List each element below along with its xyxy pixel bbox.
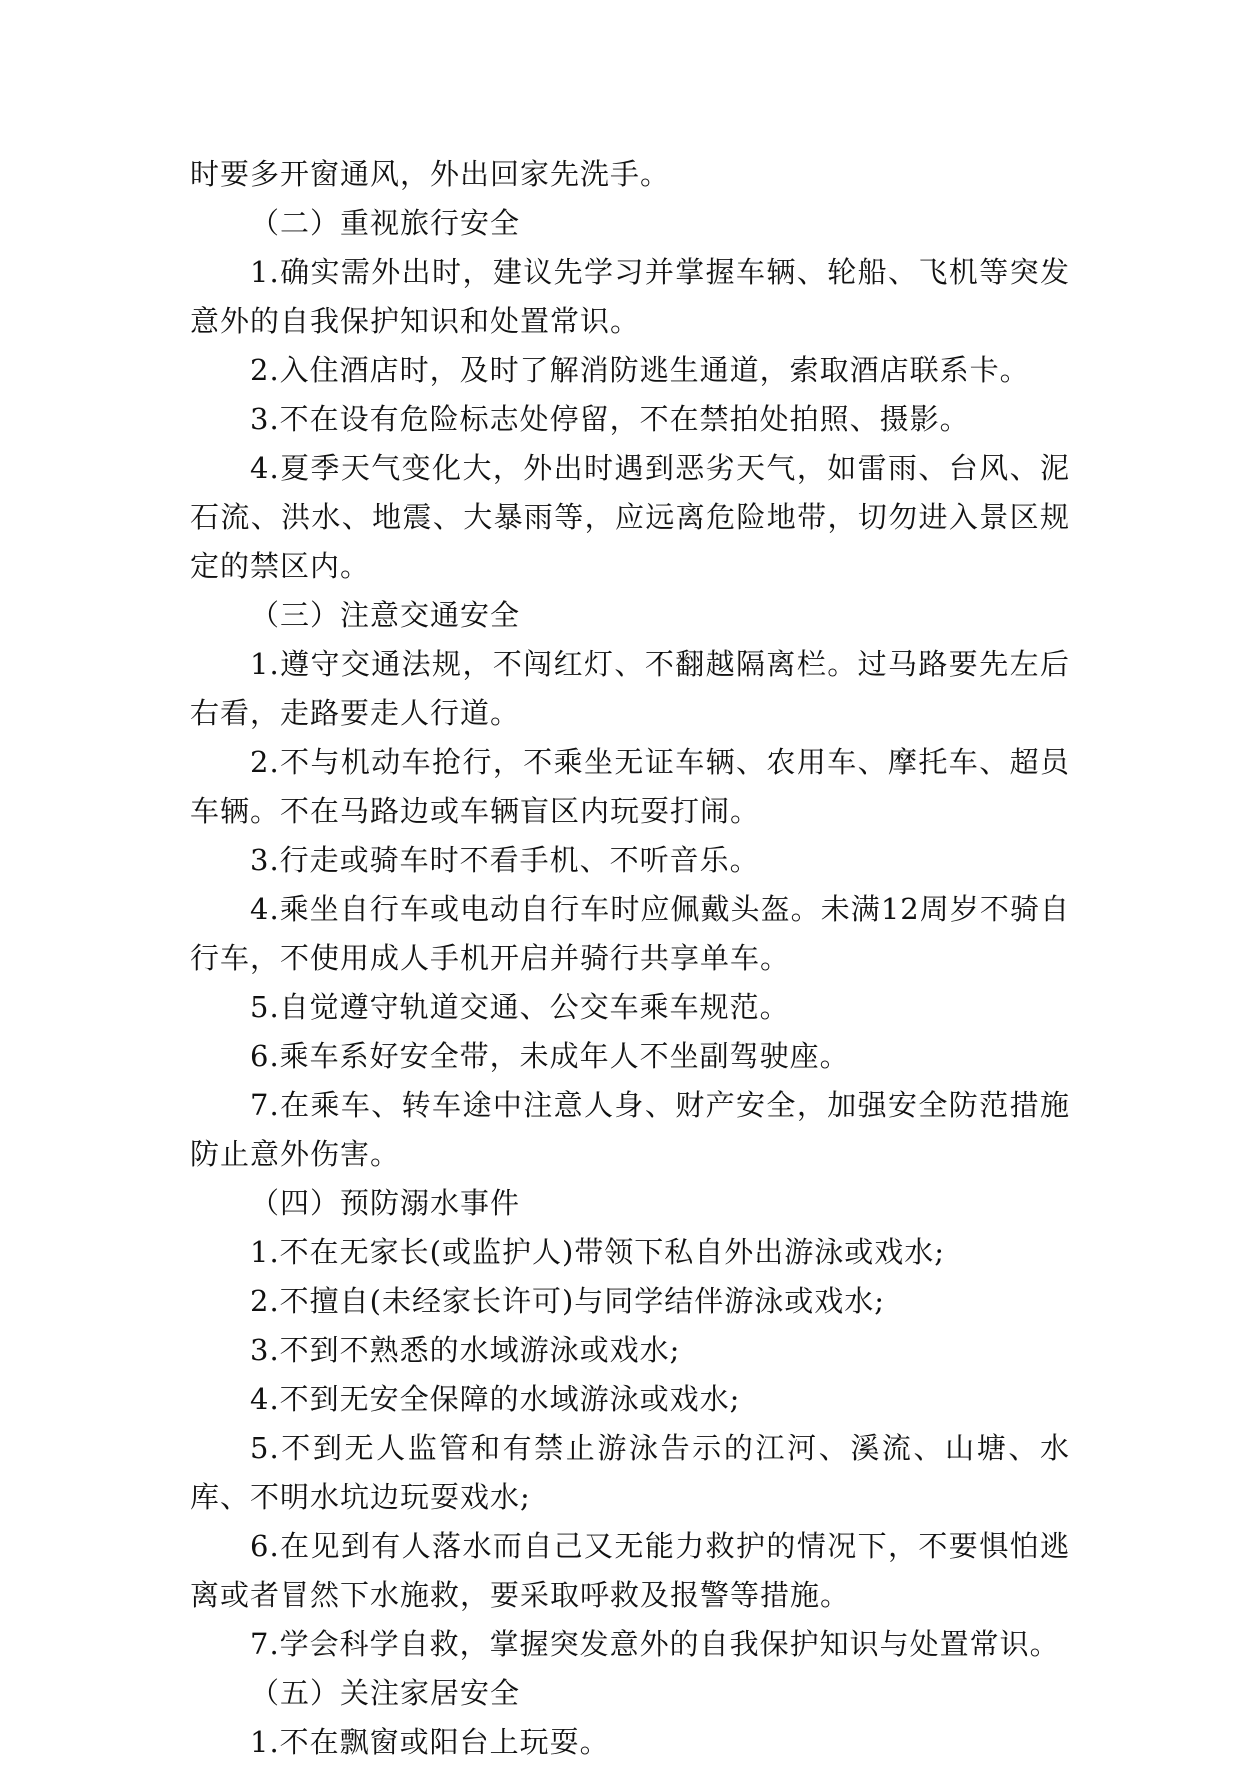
section-heading-traffic-safety: （三）注意交通安全: [250, 598, 521, 632]
paragraph: 3.不在设有危险标志处停留，不在禁拍处拍照、摄影。: [250, 402, 970, 436]
section-heading-travel-safety: （二）重视旅行安全: [250, 206, 521, 240]
paragraph: 5.不到无人监管和有禁止游泳告示的江河、溪流、山塘、水库、不明水坑边玩耍戏水;: [190, 1431, 1070, 1514]
section-heading-home-safety: （五）关注家居安全: [250, 1676, 521, 1710]
paragraph: 4.夏季天气变化大，外出时遇到恶劣天气，如雷雨、台风、泥石流、洪水、地震、大暴雨等，应远离危险地带，切勿进入景区规定的禁区内。: [190, 451, 1070, 583]
paragraph: 1.确实需外出时，建议先学习并掌握车辆、轮船、飞机等突发意外的自我保护知识和处置常识。: [190, 255, 1070, 338]
paragraph: 2.不与机动车抢行，不乘坐无证车辆、农用车、摩托车、超员车辆。不在马路边或车辆盲区内玩耍打闹。: [190, 745, 1070, 828]
paragraph: 1.不在飘窗或阳台上玩耍。: [250, 1725, 610, 1759]
paragraph: 2.不擅自(未经家长许可)与同学结伴游泳或戏水;: [250, 1284, 886, 1318]
paragraph: 3.行走或骑车时不看手机、不听音乐。: [250, 843, 760, 877]
paragraph: 7.在乘车、转车途中注意人身、财产安全，加强安全防范措施防止意外伤害。: [190, 1088, 1070, 1171]
paragraph: 4.不到无安全保障的水域游泳或戏水;: [250, 1382, 741, 1416]
paragraph: 1.遵守交通法规，不闯红灯、不翻越隔离栏。过马路要先左后右看，走路要走人行道。: [190, 647, 1070, 730]
document-body: [190, 150, 1070, 1767]
paragraph: 4.乘坐自行车或电动自行车时应佩戴头盔。未满12周岁不骑自行车，不使用成人手机开启并骑行共享单车。: [190, 892, 1070, 975]
paragraph: 1.不在无家长(或监护人)带领下私自外出游泳或戏水;: [250, 1235, 946, 1269]
paragraph: 3.不到不熟悉的水域游泳或戏水;: [250, 1333, 681, 1367]
paragraph: 2.入住酒店时，及时了解消防逃生通道，索取酒店联系卡。: [250, 353, 1030, 387]
paragraph: 时要多开窗通风，外出回家先洗手。: [190, 157, 671, 191]
paragraph: 6.乘车系好安全带，未成年人不坐副驾驶座。: [250, 1039, 850, 1073]
section-heading-drowning-prevention: （四）预防溺水事件: [250, 1186, 521, 1220]
paragraph: 7.学会科学自救，掌握突发意外的自我保护知识与处置常识。: [250, 1627, 1060, 1661]
paragraph: 6.在见到有人落水而自己又无能力救护的情况下，不要惧怕逃离或者冒然下水施救，要采取呼救及报警等措施。: [190, 1529, 1070, 1612]
paragraph: 5.自觉遵守轨道交通、公交车乘车规范。: [250, 990, 790, 1024]
